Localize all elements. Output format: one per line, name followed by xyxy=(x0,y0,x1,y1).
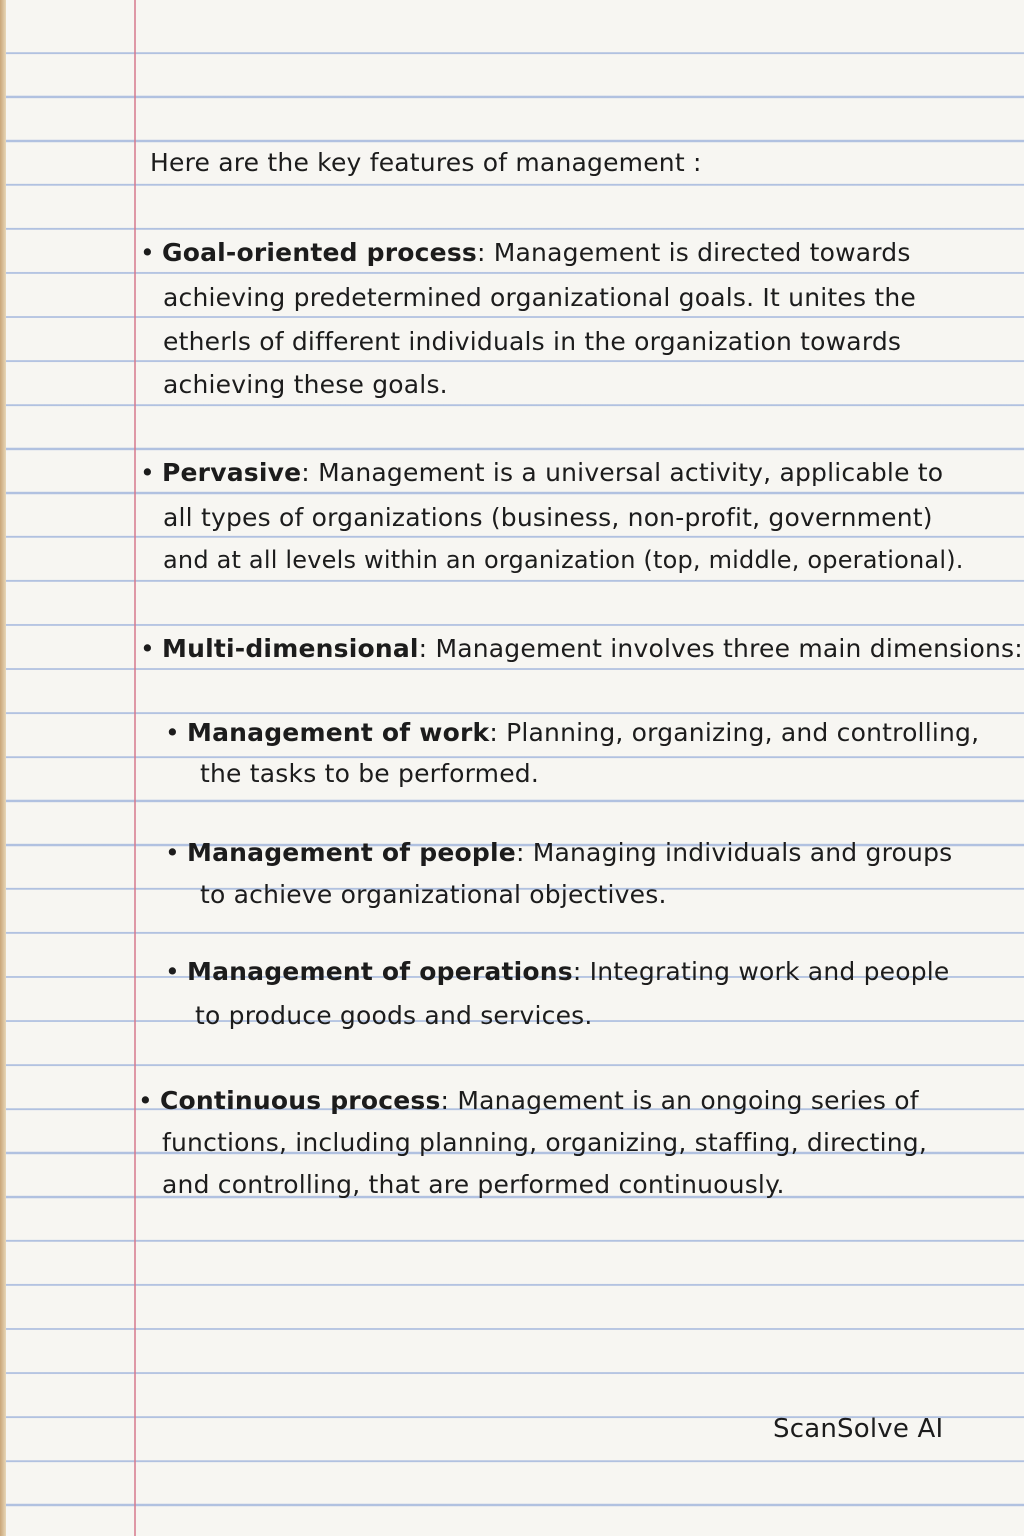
feature-text-line: Integrating work and people xyxy=(589,957,950,986)
feature-term: Multi-dimensional xyxy=(162,634,419,663)
feature-term: Management of work xyxy=(187,718,490,747)
bullet-icon: • xyxy=(140,238,155,267)
intro-heading: Here are the key features of management : xyxy=(150,148,702,177)
term-separator: : xyxy=(476,238,494,267)
margin-line xyxy=(134,0,136,1536)
feature-text-line: to produce goods and services. xyxy=(195,1001,593,1030)
feature-term: Management of people xyxy=(187,838,516,867)
term-separator: : xyxy=(572,957,590,986)
feature-text-line: Management is directed towards xyxy=(493,238,911,267)
feature-text-line: achieving predetermined organizational goals. It unites the xyxy=(163,283,916,312)
feature-term: Management of operations xyxy=(187,957,573,986)
feature-text-line: Managing individuals and groups xyxy=(532,838,953,867)
feature-text-line: and controlling, that are performed continuously. xyxy=(162,1170,785,1199)
bullet-icon: • xyxy=(165,957,180,986)
feature-text-line: functions, including planning, organizing, staffing, directing, xyxy=(162,1128,927,1157)
signature: ScanSolve AI xyxy=(773,1414,944,1444)
feature-text-line: Planning, organizing, and controlling, xyxy=(506,718,980,747)
term-separator: : xyxy=(489,718,507,747)
bullet-icon: • xyxy=(165,838,180,867)
bullet-icon: • xyxy=(138,1086,153,1115)
feature-term: Pervasive xyxy=(162,458,302,487)
feature-text-line: Management involves three main dimensions: xyxy=(435,634,1023,663)
bullet-icon: • xyxy=(140,458,155,487)
term-separator: : xyxy=(440,1086,458,1115)
term-separator: : xyxy=(301,458,319,487)
feature-text-line: Management is an ongoing series of xyxy=(457,1086,919,1115)
paper-edge xyxy=(0,0,6,1536)
feature-text-line: etherls of different individuals in the organization towards xyxy=(163,327,902,356)
feature-term: Goal-oriented process xyxy=(162,238,477,267)
feature-text-line: the tasks to be performed. xyxy=(200,759,540,788)
feature-text-line: all types of organizations (business, non-profit, government) xyxy=(163,503,933,532)
bullet-icon: • xyxy=(165,718,180,747)
term-separator: : xyxy=(418,634,436,663)
bullet-icon: • xyxy=(140,634,155,663)
feature-text-line: to achieve organizational objectives. xyxy=(200,880,667,909)
feature-text-line: and at all levels within an organization (top, middle, operational). xyxy=(163,546,964,574)
feature-text-line: Management is a universal activity, applicable to xyxy=(318,458,944,487)
feature-term: Continuous process xyxy=(160,1086,441,1115)
term-separator: : xyxy=(515,838,533,867)
feature-text-line: achieving these goals. xyxy=(163,370,448,399)
